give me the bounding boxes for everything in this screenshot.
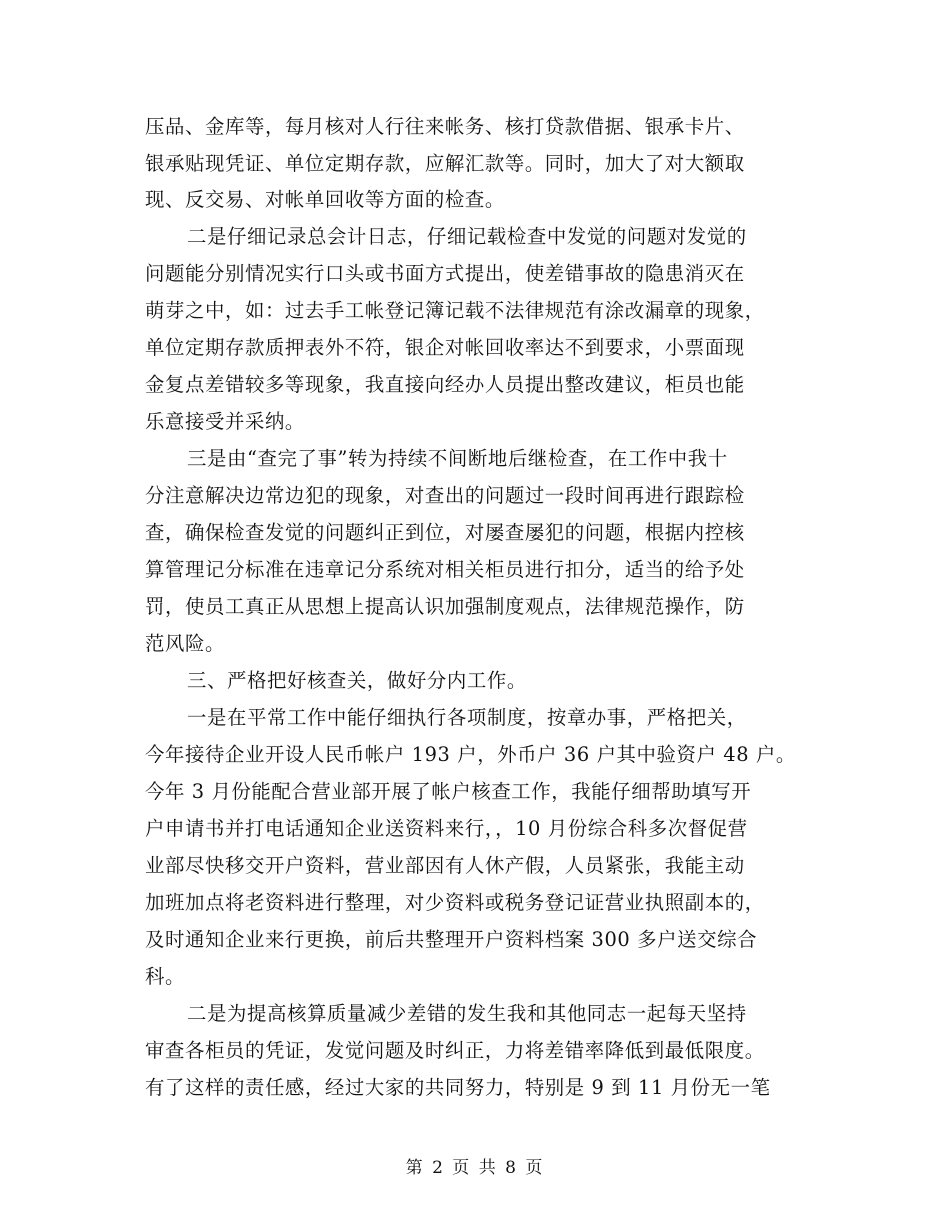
text-line: 户申请书并打电话通知企业送资料来行，，10 月份综合科多次督促营 (145, 817, 748, 840)
text-line: 萌芽之中，如：过去手工帐登记簿记载不法律规范有涂改漏章的现象， (145, 299, 765, 322)
text-line: 加班加点将老资料进行整理，对少资料或税务登记证营业执照副本的， (145, 891, 765, 914)
text-line: 业部尽快移交开户资料，营业部因有人休产假，人员紧张，我能主动 (145, 854, 745, 877)
text-line: 罚，使员工真正从思想上提高认识加强制度观点，法律规范操作，防 (145, 595, 745, 618)
text-line: 问题能分别情况实行口头或书面方式提出，使差错事故的隐患消灭在 (145, 262, 745, 285)
text-line: 一是在平常工作中能仔细执行各项制度，按章办事，严格把关， (187, 706, 747, 729)
text-line: 有了这样的责任感，经过大家的共同努力，特别是 9 到 11 月份无一笔 (145, 1076, 771, 1099)
text-line: 审查各柜员的凭证，发觉问题及时纠正，力将差错率降低到最低限度。 (145, 1039, 765, 1062)
text-line: 算管理记分标准在违章记分系统对相关柜员进行扣分，适当的给予处 (145, 558, 745, 581)
page-number-footer: 第 2 页 共 8 页 (405, 1158, 545, 1178)
text-line: 三是由“查完了事”转为持续不间断地后继检查，在工作中我十 (187, 447, 728, 470)
text-line: 单位定期存款质押表外不符，银企对帐回收率达不到要求，小票面现 (145, 336, 745, 359)
text-line: 分注意解决边常边犯的现象，对查出的问题过一段时间再进行跟踪检 (145, 484, 745, 507)
text-line: 现、反交易、对帐单回收等方面的检查。 (145, 188, 505, 211)
text-line: 今年 3 月份能配合营业部开展了帐户核查工作，我能仔细帮助填写开 (145, 780, 752, 803)
section-heading: 三、严格把好核查关，做好分内工作。 (187, 669, 527, 692)
text-line: 乐意接受并采纳。 (145, 410, 305, 433)
text-line: 银承贴现凭证、单位定期存款，应解汇款等。同时，加大了对大额取 (145, 152, 745, 175)
text-line: 科。 (145, 965, 185, 988)
text-line: 二是为提高核算质量减少差错的发生我和其他同志一起每天坚持 (187, 1002, 747, 1025)
text-line: 及时通知企业来行更换，前后共整理开户资料档案 300 多户送交综合 (145, 928, 758, 951)
text-line: 二是仔细记录总会计日志，仔细记载检查中发觉的问题对发觉的 (187, 225, 747, 248)
text-line: 今年接待企业开设人民币帐户 193 户，外币户 36 户其中验资户 48 户。 (145, 743, 796, 766)
text-line: 压品、金库等，每月核对人行往来帐务、核打贷款借据、银承卡片、 (145, 115, 745, 138)
text-line: 查，确保检查发觉的问题纠正到位，对屡查屡犯的问题，根据内控核 (145, 521, 745, 544)
text-line: 范风险。 (145, 632, 225, 655)
text-line: 金复点差错较多等现象，我直接向经办人员提出整改建议，柜员也能 (145, 373, 745, 396)
